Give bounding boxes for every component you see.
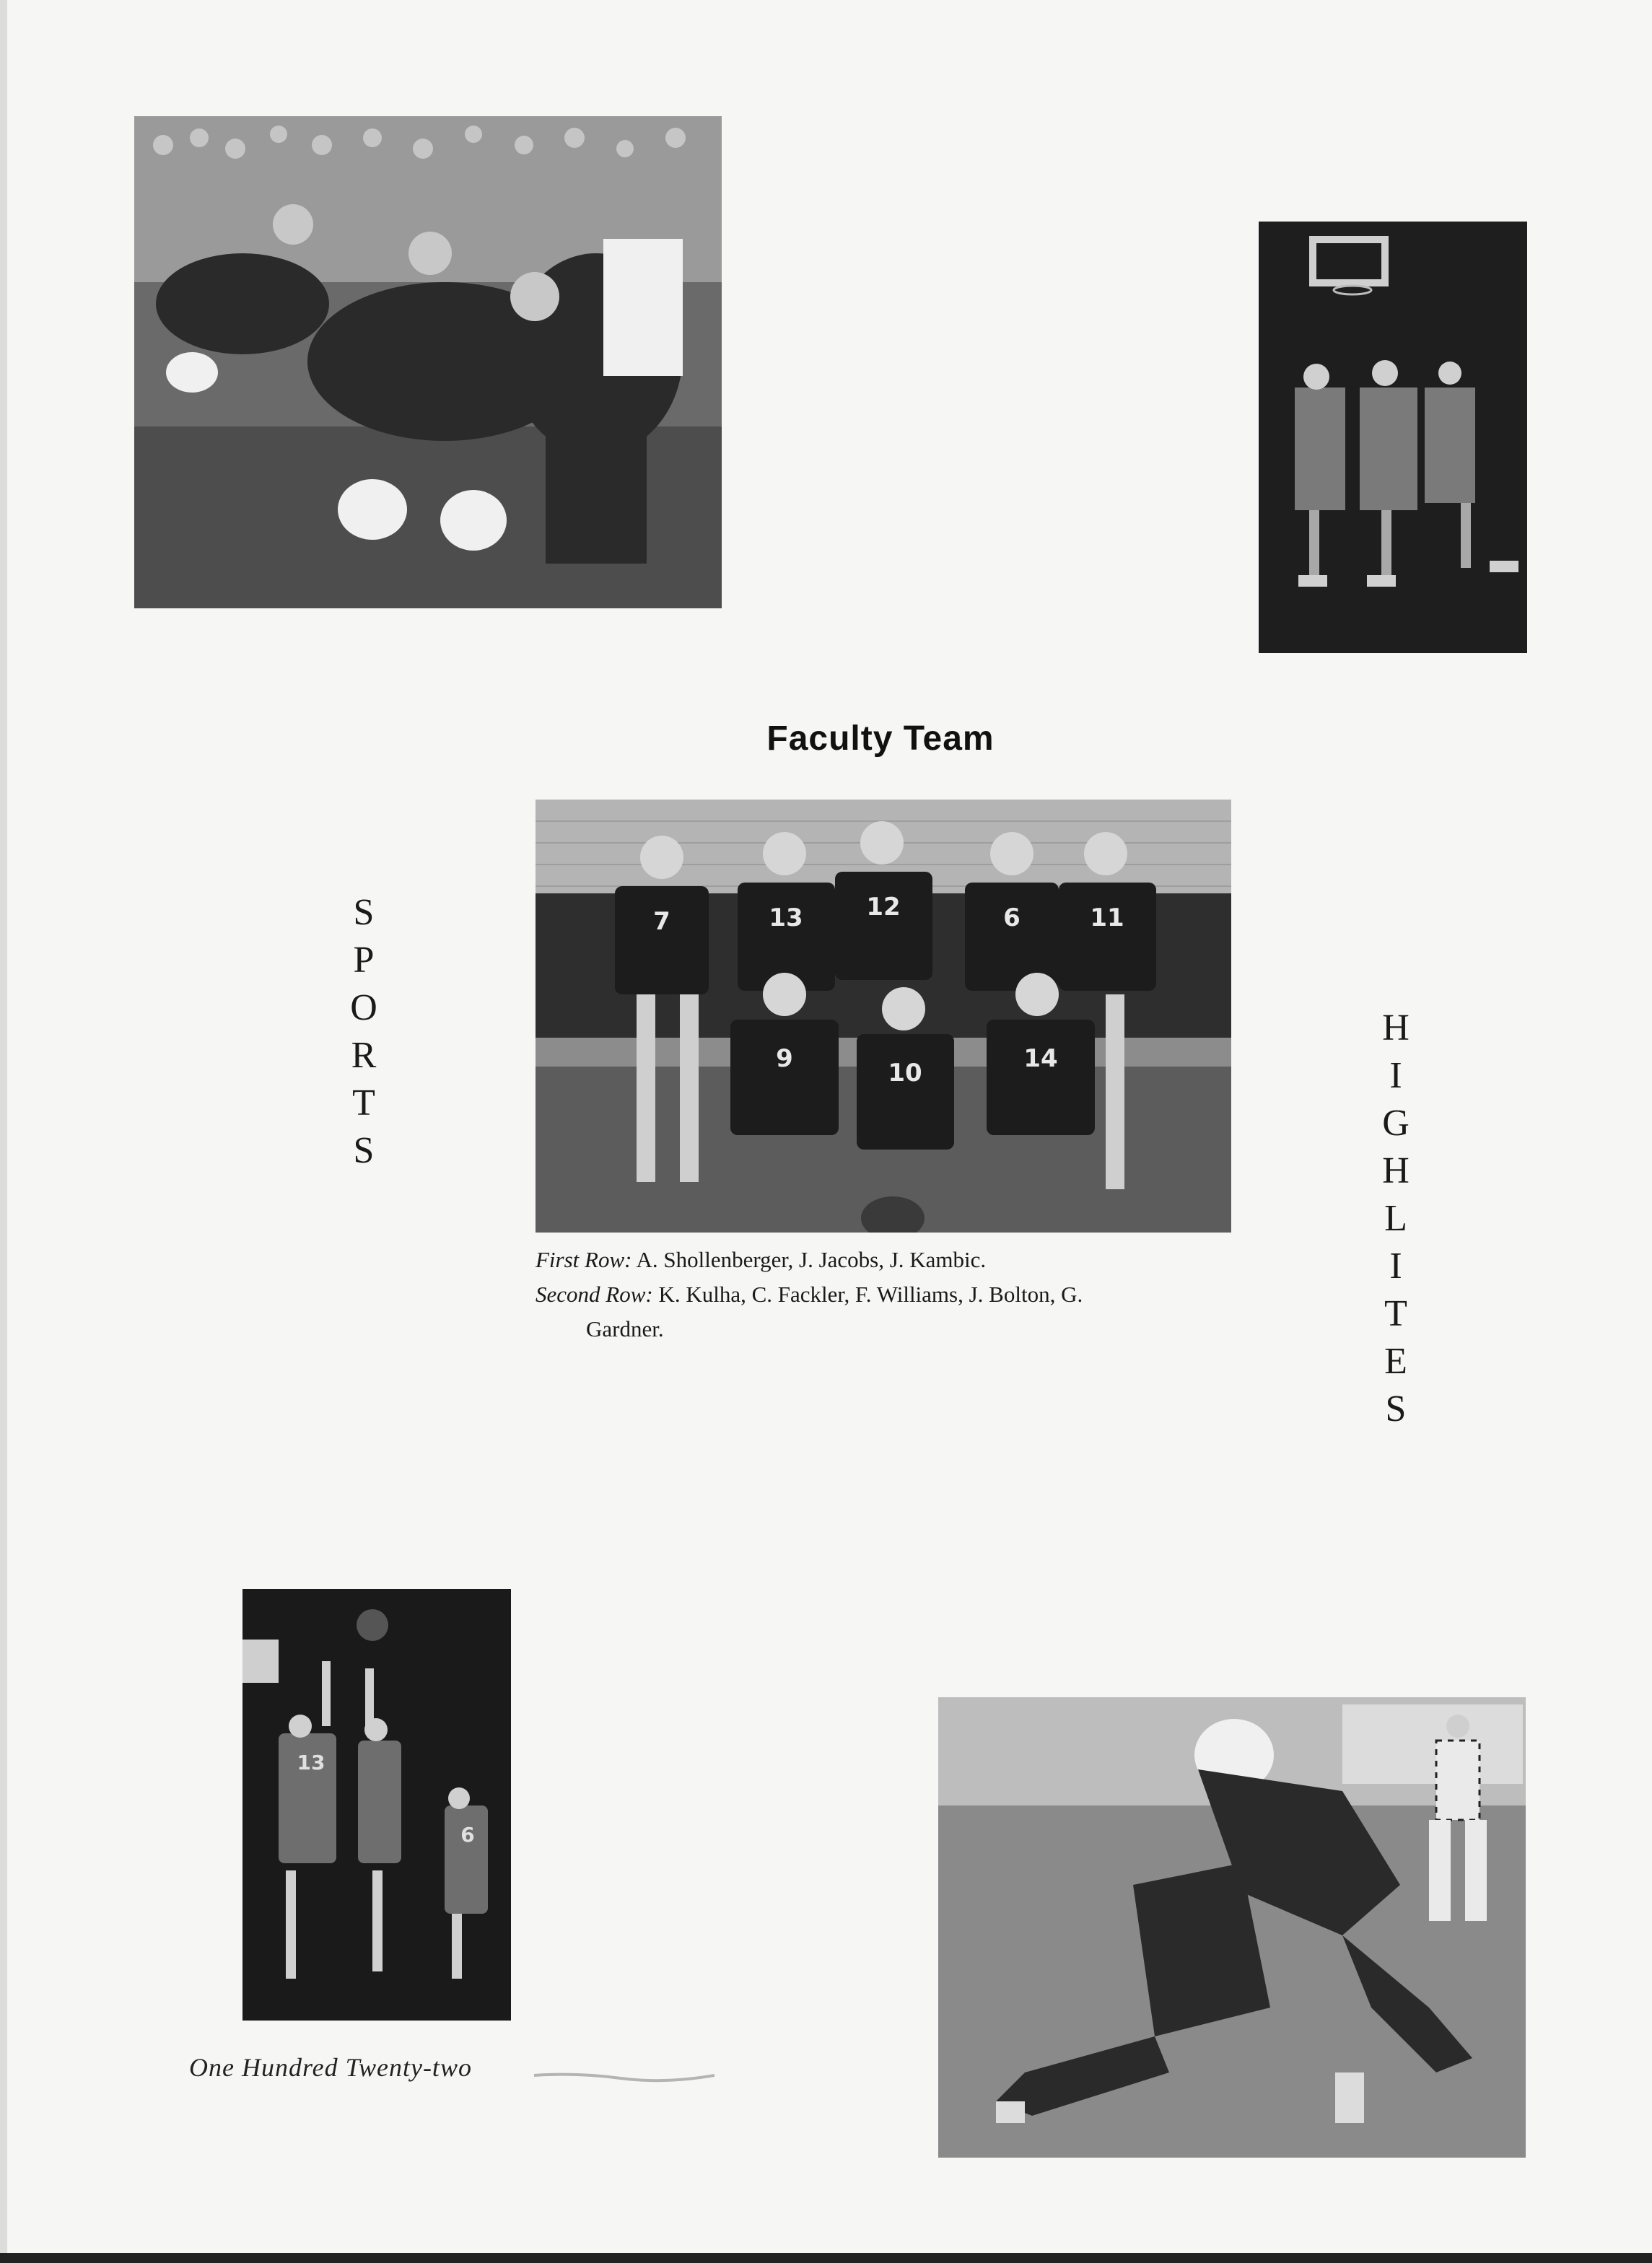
vertical-letter: T <box>1384 1293 1407 1334</box>
vertical-letter: I <box>1389 1246 1402 1287</box>
caption-second-row <box>536 1277 1231 1312</box>
page-bottom-strip <box>0 2253 1652 2263</box>
jersey-number: 11 <box>1090 903 1124 932</box>
jersey-number: 6 <box>460 1823 475 1847</box>
vertical-letter: T <box>352 1082 375 1124</box>
vertical-letter: O <box>350 987 377 1028</box>
jersey-number: 13 <box>297 1751 325 1774</box>
vertical-letter: L <box>1384 1198 1407 1239</box>
vertical-letter: H <box>1382 1150 1410 1191</box>
vertical-letter: S <box>1385 1388 1407 1430</box>
jersey-number: 10 <box>888 1059 922 1087</box>
faculty-team-caption <box>536 1243 1231 1347</box>
vertical-letter: E <box>1384 1341 1407 1382</box>
caption-second-row-names: K. Kulha, C. Fackler, F. Williams, J. Bolton, G. <box>658 1282 1083 1307</box>
jersey-number: 7 <box>653 907 670 936</box>
photo-faculty-team <box>536 800 1231 1233</box>
vertical-letter: P <box>353 940 375 981</box>
section-title: Faculty Team <box>766 719 995 758</box>
photo-girls-basketball-top <box>1259 222 1527 653</box>
ink-smudge <box>534 2071 714 2083</box>
vertical-letter: R <box>351 1035 377 1076</box>
vertical-letter: S <box>353 1130 375 1171</box>
caption-first-row <box>536 1243 1231 1277</box>
caption-first-row-label: First Row: <box>536 1247 632 1272</box>
jersey-number: 6 <box>1003 903 1021 932</box>
caption-second-row-continuation: Gardner. <box>586 1316 664 1341</box>
photo-girls-basketball-bottom <box>242 1589 511 2021</box>
caption-second-row-label: Second Row: <box>536 1282 653 1307</box>
jersey-number: 9 <box>776 1044 793 1073</box>
vertical-letter: S <box>353 892 375 933</box>
jersey-number: 13 <box>769 903 803 932</box>
page-number: One Hundred Twenty-two <box>189 2053 472 2082</box>
caption-first-row-names: A. Shollenberger, J. Jacobs, J. Kambic. <box>636 1247 987 1272</box>
vertical-letter: I <box>1389 1055 1402 1096</box>
vertical-word-highlites <box>1367 1004 1425 1433</box>
vertical-letter: H <box>1382 1007 1410 1049</box>
vertical-letter: G <box>1382 1103 1410 1144</box>
photo-football-tackle <box>938 1697 1526 2158</box>
page-binding-edge <box>0 0 7 2263</box>
photo-football-players-sideline <box>134 116 722 608</box>
jersey-number: 12 <box>866 893 901 922</box>
vertical-word-sports <box>335 889 393 1175</box>
jersey-number: 14 <box>1023 1044 1058 1073</box>
